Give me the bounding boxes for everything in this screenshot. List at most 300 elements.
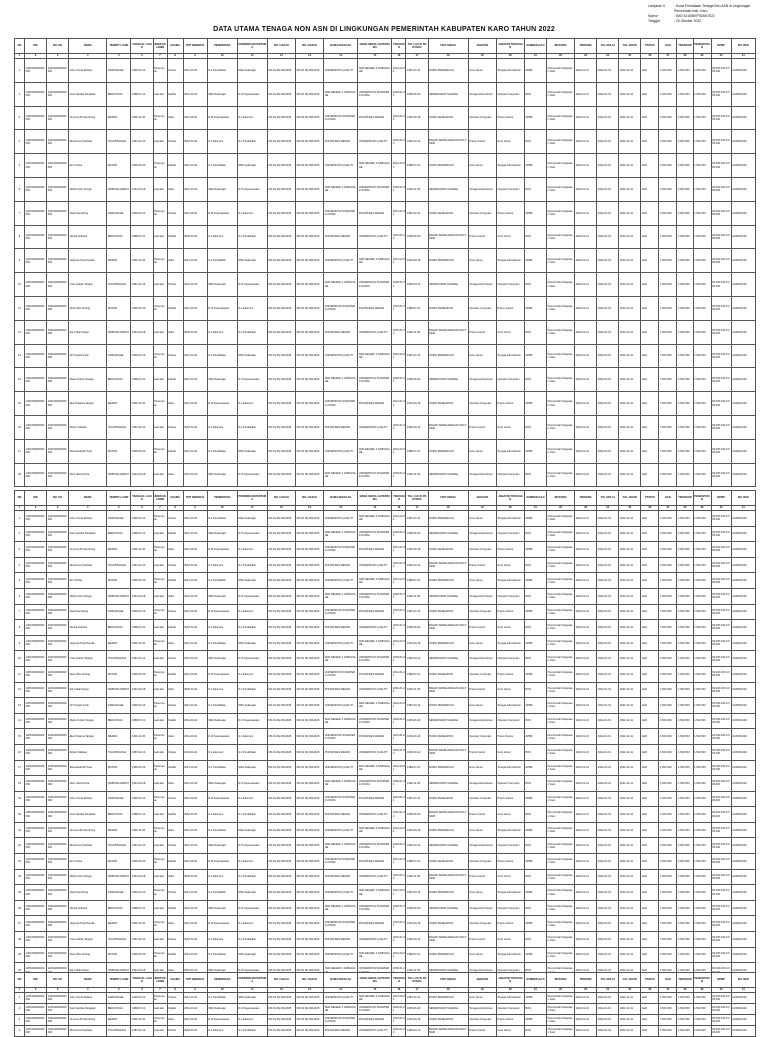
column-number: 26 [641,506,659,511]
table-cell: 2022-01-01 [575,822,597,838]
table-cell: BOS [524,320,546,344]
table-cell: Guru Honor [496,682,524,698]
table-cell: 1.500.000 [659,201,677,225]
table-cell: 00.000.000.0-000.000 [711,869,731,885]
table-cell: 2022-12-31 [619,916,641,932]
table-cell: DINAS PENDIDIKAN [428,993,468,1004]
table-cell: Aktif [641,588,659,604]
table-cell: Ria Rosmi Pardede [69,130,107,154]
table-cell: Tenaga Administrasi [468,963,496,979]
table-cell: 1.500.000 [677,463,693,487]
table-cell: 1.500.000 [677,838,693,854]
table-cell: SMA NEGERI 1 KABANJAHE [358,511,392,527]
table-cell: 2022-01-01 [597,729,619,745]
table-cell: Operator Komputer [496,900,524,916]
table-cell: Kristen [167,344,183,368]
table-cell: MEDAN [107,729,131,745]
table-cell: Katolik [167,760,183,776]
table-cell: S-1 Ekonomi [207,225,237,249]
table-cell: S-1 Ekonomi [237,106,267,130]
table-cell: 1206100000000000 [47,916,69,932]
table-cell: 2022-01-01 [597,201,619,225]
table-cell: DN-02 Mp 0012345 [267,1015,295,1026]
table-cell: DN-02 Mp 0012345 [296,439,324,463]
table-cell: Sri Puspita Yanti [69,698,107,714]
table-cell: 1.500.000 [677,651,693,667]
table-cell: 1230001234 [731,511,755,527]
column-header: TGL LULUS PERTAMA [406,491,428,506]
table-cell: 2016-01-02 [183,177,207,201]
table-cell: Aktif [641,320,659,344]
table-cell: 2022-01-01 [597,651,619,667]
table-row [15,993,756,1004]
table-cell: 2022-01-01 [575,776,597,792]
table-cell: Tenaga Administrasi [496,885,524,901]
table-row [15,526,756,542]
table-cell: 1230001234 [731,682,755,698]
table-cell: DINAS KESEHATAN [428,791,468,807]
table-cell: DN-02 Mp 0012345 [296,760,324,776]
column-number: 8 [167,988,183,993]
table-cell: 1.500.000 [677,635,693,651]
table-cell: Aktif [641,993,659,1004]
table-cell: 1206100000000000 [25,776,47,792]
table-cell: 1206100000000000 [47,1015,69,1026]
table-cell: POLTEKKES MEDAN [358,666,392,682]
table-cell: 1206100000000000 [47,807,69,823]
table-cell: Aktif [641,463,659,487]
table-cell: Katolik [167,1004,183,1015]
table-cell: 1992-11-05 [406,869,428,885]
table-cell: 1.500.000 [693,415,711,439]
table-cell: SMA NEGERI 1 KABANJAHE [358,947,392,963]
table-cell: POLTEKKES MEDAN [358,791,392,807]
table-row [15,807,756,823]
table-cell: Harjuna Putra Pandia [69,916,107,932]
table-cell: Novita Febriani [69,225,107,249]
column-header: TERAKHIR [392,973,406,988]
table-cell: D-III Keperawatan [237,273,267,297]
table-cell: 2014-01-01 [392,916,406,932]
table-cell: BOS [524,620,546,636]
table-cell: Kristen [167,885,183,901]
table-cell: 1.500.000 [677,869,693,885]
table-cell: 1.500.000 [677,368,693,392]
table-cell: Perempuan [153,392,167,416]
table-cell: Islam [167,392,183,416]
table-cell: 1.500.000 [659,1015,677,1026]
table-cell: 1206100000000000 [25,885,47,901]
table-cell: UNIVERSITAS QUALITY [324,344,358,368]
table-cell: Karo Sartika Panjaitan [69,526,107,542]
table-cell: D-III Keperawatan [237,588,267,604]
table-cell: DINAS PENDIDIKAN [428,760,468,776]
table-cell: SMA Sederajat [207,838,237,854]
table-cell: 1230001234 [731,666,755,682]
table-cell: 1.500.000 [659,854,677,870]
table-cell: BADAN KEPEGAWAIAN DAN PSDM [428,869,468,885]
column-header: NAMA SEKOLAH [324,491,358,506]
table-cell: 2014-01-01 [183,947,207,963]
row-number: 5 [15,154,25,178]
table-cell: 1.500.000 [693,392,711,416]
table-cell: MUNTE [107,439,131,463]
table-cell: Perempuan [153,344,167,368]
table-cell: 1.500.000 [677,666,693,682]
column-header: PENDIDIKAN [207,973,237,988]
column-number: 11 [237,506,267,511]
table-cell: 2018-01-01 [392,838,406,854]
table-cell: Pemerintah Kabupaten Karo [546,885,574,901]
table-row [15,947,756,963]
table-cell: 1.500.000 [677,415,693,439]
table-cell: 2018-01-01 [392,588,406,604]
table-cell: SMA NEGERI 1 KABANJAHE [358,59,392,83]
column-header: AGAMA [167,39,183,54]
table-cell: DN-02 Mp 0012345 [267,588,295,604]
table-cell: DN-02 Mp 0012345 [296,682,324,698]
table-cell: BERASTAGI [107,807,131,823]
table-cell: 2022-01-01 [597,635,619,651]
table-cell: 1988-07-21 [131,225,153,249]
table-row [15,249,756,273]
table-cell: 2016-01-02 [183,651,207,667]
table-cell: SMA NEGERI 1 KABANJAHE [358,344,392,368]
table-cell: 00.000.000.0-000.000 [711,415,731,439]
column-header: STATUS [641,491,659,506]
table-cell: S-1 Ekonomi [237,392,267,416]
table-cell: 00.000.000.0-000.000 [711,177,731,201]
column-header: UNIT KERJA [428,39,468,54]
table-cell: D-III Keperawatan [207,201,237,225]
table-row [15,59,756,83]
table-cell: Yuan Adrian Tarigan [69,273,107,297]
table-cell: 1206100000000 [47,963,69,979]
table-cell: Perempuan [153,201,167,225]
table-cell: Aktif [641,573,659,589]
table-cell: 2022-01-01 [575,729,597,745]
table-cell: Aktif [641,344,659,368]
table-cell: 2022-01-01 [597,177,619,201]
table-cell: 1995-06-30 [131,573,153,589]
table-cell: MUNTE [107,666,131,682]
column-header: NO. REK [731,491,755,506]
table-cell: BOS [524,776,546,792]
table-cell: Aktif [641,1026,659,1037]
table-cell: 1206100000000000 [47,760,69,776]
table-cell: 2022-12-31 [619,177,641,201]
table-cell: 2012-03-01 [183,666,207,682]
table-cell: Guru Honor [496,744,524,760]
table-cell: Pemerintah Kabupaten Karo [546,947,574,963]
table-cell: DINAS PENDIDIKAN [428,439,468,463]
table-cell: Mhd Kristin Siregar [69,588,107,604]
row-number: 12 [15,320,25,344]
row-number: 11 [15,666,25,682]
table-cell: 1206100000000000 [47,511,69,527]
table-cell: Kristen [167,415,183,439]
table-cell: 1988-07-21 [131,620,153,636]
table-cell: SIMPANG EMPAT [107,177,131,201]
table-cell: 1.500.000 [677,59,693,83]
table-cell: SEKRETARIAT DAERAH [428,526,468,542]
table-cell: 1.500.000 [693,807,711,823]
table-cell: 1.500.000 [677,963,693,979]
table-cell: 1.500.000 [659,760,677,776]
table-cell: SMA NEGERI 1 KABANJAHE [324,177,358,201]
table-cell: 2022-01-01 [575,947,597,963]
table-cell: 1.500.000 [693,620,711,636]
table-row [15,822,756,838]
table-cell: UNIVERSITAS SUMATERA UTARA [324,854,358,870]
table-cell: Islam [167,682,183,698]
table-cell: APBD [524,760,546,776]
table-cell: 1.500.000 [677,776,693,792]
table-cell: 1987-02-14 [406,993,428,1004]
table-cell: Kristen [167,130,183,154]
table-cell: Eka Pratama Tarigan [69,729,107,745]
table-cell: 1206100000000000 [25,249,47,273]
table-cell: 1206100000000000 [25,439,47,463]
table-cell: Aktif [641,963,659,979]
table-cell: 2022-12-31 [619,932,641,948]
table-cell: 2022-01-01 [597,698,619,714]
table-cell: 1206100000000000 [25,993,47,1004]
table-cell: APBD [524,729,546,745]
table-cell: Pramu Kantor [468,620,496,636]
table-cell: 1.500.000 [659,993,677,1004]
table-cell: 1991-09-18 [406,822,428,838]
column-header: TANGGAL LAHIR [131,491,153,506]
table-cell: Marta Teriani Sinaga [69,368,107,392]
table-row [15,776,756,792]
table-cell: 1230001234 [731,1015,755,1026]
table-cell: SEKRETARIAT DAERAH [428,82,468,106]
table-cell: Katolik [167,573,183,589]
table-cell: Pemerintah Kabupaten Karo [546,392,574,416]
table-cell: Aktif [641,932,659,948]
table-cell: Tenaga Administrasi [496,344,524,368]
row-number: 6 [15,588,25,604]
column-number: 10 [207,506,237,511]
table-cell: BADAN KEPEGAWAIAN DAN PSDM [428,744,468,760]
table-cell: SMA NEGERI 1 KABANJAHE [358,993,392,1004]
table-cell: S-1 Pendidikan [237,932,267,948]
table-cell: S-1 Ekonomi [237,916,267,932]
row-number: 18 [15,463,25,487]
table-cell: POLTEKKES MEDAN [324,682,358,698]
column-header: PERIODE [575,973,597,988]
table-cell: 2022-12-31 [619,993,641,1004]
table-cell: 1230001234 [731,932,755,948]
column-header: PENDIDIKAN PERTAMA [237,39,267,54]
column-number: 3 [47,506,69,511]
table-cell: 1.500.000 [677,177,693,201]
column-header: GAJI [659,491,677,506]
table-cell: SMA NEGERI 1 KABANJAHE [324,713,358,729]
table-cell: Islam [167,869,183,885]
table-cell: Guru Honor [468,760,496,776]
table-cell: Islam [167,463,183,487]
table-cell: 1206100000000000 [25,635,47,651]
table-cell: SMA Sederajat [207,177,237,201]
table-cell: 2022-01-01 [575,620,597,636]
table-cell: SMA Sederajat [207,368,237,392]
column-header: PENDIDIKAN [207,491,237,506]
table-cell: 1206100000000000 [47,542,69,558]
table-cell: 1.500.000 [693,916,711,932]
table-cell: SMA Sederajat [237,698,267,714]
table-cell: DN-02 Mp 0012345 [267,635,295,651]
table-cell: Guru Honor [468,439,496,463]
row-number: 10 [15,273,25,297]
table-cell: 2018-01-01 [183,682,207,698]
table-cell: S-1 Ekonomi [207,620,237,636]
table-cell: 00.000.000.0-000.000 [711,838,731,854]
table-cell: POLTEKKES MEDAN [358,106,392,130]
column-header: TMT BEKERJA [183,973,207,988]
table-cell: Katolik [167,713,183,729]
table-cell: UNIVERSITAS SUMATERA UTARA [324,542,358,558]
table-row [15,557,756,573]
table-cell: 00.000.000.0-000.000 [711,776,731,792]
table-cell: SMA NEGERI 1 KABANJAHE [324,526,358,542]
table-cell: SEKRETARIAT DAERAH [428,651,468,667]
table-cell: POLTEKKES MEDAN [324,320,358,344]
table-cell: 2022-01-01 [575,154,597,178]
table-cell: S-1 Ekonomi [207,932,237,948]
table-cell: 1206100000000000 [47,698,69,714]
table-row [15,368,756,392]
table-cell: SMA NEGERI 1 KABANJAHE [358,698,392,714]
table-cell: 2022-12-31 [619,526,641,542]
table-cell: DN-02 Mp 0012345 [267,869,295,885]
table-cell: 2012-03-01 [392,635,406,651]
table-cell: BERASTAGI [107,620,131,636]
table-cell: Pemerintah Kabupaten Karo [546,296,574,320]
table-cell: S-1 Ekonomi [237,791,267,807]
table-cell: BADAN KEPEGAWAIAN DAN PSDM [428,807,468,823]
column-number: 12 [267,506,295,511]
table-cell: 1995-06-30 [131,666,153,682]
table-cell: 1988-07-21 [131,713,153,729]
table-cell: 1.500.000 [677,932,693,948]
column-header: NIK [25,39,47,54]
column-number: 16 [392,506,406,511]
table-cell: 1992-11-05 [131,729,153,745]
column-number: 30 [711,988,731,993]
table-cell: 2022-01-01 [597,620,619,636]
table-cell: 1206100000000000 [25,713,47,729]
table-cell: Harjuna Putra Pandia [69,249,107,273]
table-cell: 1988-07-21 [406,573,428,589]
table-cell: SEKRETARIAT DAERAH [428,1004,468,1015]
table-cell: TIGA BINANGA [107,1026,131,1037]
table-cell: Operator Komputer [468,791,496,807]
table-cell: 00.000.000.0-000.000 [711,542,731,558]
table-cell: APBD [524,249,546,273]
table-cell: BADAN KEPEGAWAIAN DAN PSDM [428,1026,468,1037]
table-cell: 1.500.000 [677,106,693,130]
table-cell: Operator Komputer [496,1004,524,1015]
table-cell: 2014-01-01 [183,573,207,589]
column-header: PERIODE [575,491,597,506]
table-cell: 2012-03-01 [392,885,406,901]
table-cell: 00.000.000.0-000.000 [711,666,731,682]
table-cell: 1.500.000 [677,392,693,416]
table-cell: Pramu Kantor [468,1026,496,1037]
table-cell: Perempuan [153,604,167,620]
table-cell: 2022-01-01 [597,130,619,154]
table-cell: 1230001234 [731,320,755,344]
table-cell: D-III Keperawatan [207,106,237,130]
table-cell: Pemerintah Kabupaten Karo [546,620,574,636]
table-cell: DN-02 Mp 0012345 [296,542,324,558]
table-cell: S-1 Ekonomi [207,320,237,344]
table-cell: UNIVERSITAS SUMATERA UTARA [358,588,392,604]
table-cell: 1.500.000 [677,154,693,178]
table-cell: Tenaga Administrasi [496,760,524,776]
table-cell: Laki-laki [153,713,167,729]
table-cell: 1987-02-14 [131,932,153,948]
table-cell: Pemerintah Kabupaten Karo [546,932,574,948]
table-cell: Tenaga Administrasi [468,1004,496,1015]
table-cell: SMA NEGERI 1 KABANJAHE [358,760,392,776]
table-cell: 1.500.000 [659,177,677,201]
table-cell: 00.000.000.0-0 [711,963,731,979]
table-cell: Kristen [167,604,183,620]
table-cell: 2016-01-02 [183,838,207,854]
column-header: PERIODE [575,39,597,54]
table-cell: MEDAN [107,392,131,416]
table-cell: SMA Sederajat [207,463,237,487]
table-cell: MEDAN [107,249,131,273]
table-row [15,439,756,463]
table-cell: UNIVERSITAS QUALITY [324,885,358,901]
table-cell: 1.500.000 [693,947,711,963]
table-cell: DN-02 Mp 0012345 [267,320,295,344]
table-cell: 1230001234 [731,963,755,979]
column-header: TERAKHIR [677,491,693,506]
table-cell: 2022-01-01 [597,106,619,130]
table-cell: S-1 Pendidikan [207,760,237,776]
table-cell: Ika Yuliati Sitepu [69,320,107,344]
table-cell: 2018-01-01 [183,130,207,154]
column-header: NAMA SEKOLAH [324,973,358,988]
table-cell: 2014-01-01 [183,154,207,178]
table-cell: Rossi Bre Ginting [69,666,107,682]
table-cell: 1.500.000 [677,320,693,344]
table-cell: 2022-12-31 [619,604,641,620]
table-cell: 1992-11-05 [131,249,153,273]
column-header: NO. IJAZAH [267,973,295,988]
table-cell: BERASTAGI [107,526,131,542]
column-header: TGL MULAI [597,973,619,988]
table-cell: 1206100000000000 [47,201,69,225]
table-cell: 1206100000000000 [47,344,69,368]
table-cell: 1206100000000000 [47,1026,69,1037]
table-cell: 2022-12-31 [619,392,641,416]
table-cell: 2022-01-01 [597,760,619,776]
table-cell: DN-02 Mp 0012345 [267,807,295,823]
table-cell: 1.500.000 [677,1015,693,1026]
table-cell: Operator Komputer [496,273,524,297]
table-cell: 2022-12-31 [619,713,641,729]
table-cell: KABANJAHE [107,604,131,620]
table-cell: S-1 Pendidikan [237,320,267,344]
table-cell: DN-02 Mp 0012345 [267,439,295,463]
table-cell: S-1 Pendidikan [207,59,237,83]
